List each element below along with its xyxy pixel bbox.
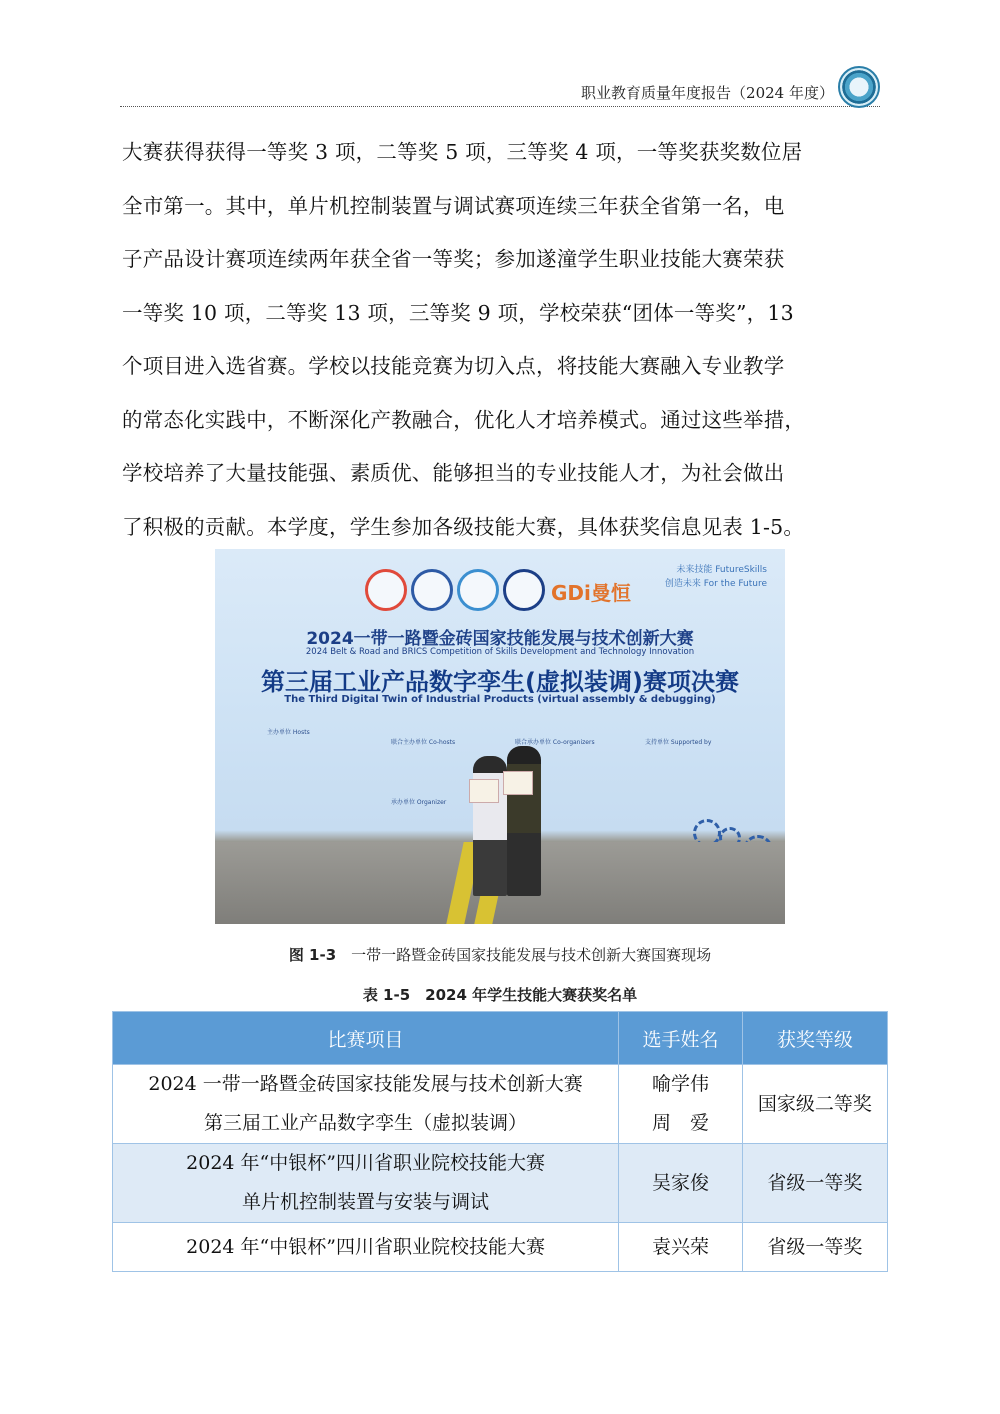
header-title: 职业教育质量年度报告（2024 年度） (581, 84, 834, 102)
student-figure (507, 746, 541, 896)
gdi-logo: GDi曼恒 (551, 581, 631, 605)
name-cell: 喻学伟 周 爱 (619, 1065, 743, 1144)
body-line: 学校培养了大量技能强、素质优、能够担当的专业技能人才，为社会做出 (122, 461, 785, 485)
table-label: 表 1-5 (362, 986, 411, 1004)
body-line: 全市第一。其中，单片机控制装置与调试赛项连续三年获全省第一名，电 (122, 193, 785, 218)
project-cell: 2024 一带一路暨金砖国家技能发展与技术创新大赛 第三届工业产品数字孪生（虚拟装调） (113, 1065, 619, 1144)
column-header: 选手姓名 (619, 1012, 743, 1065)
supported-label: 支持单位 Supported by (645, 739, 712, 746)
body-line: 子产品设计赛项连续两年获全省一等奖；参加遂潼学生职业技能大赛荣获 (122, 247, 785, 271)
level-cell: 国家级二等奖 (742, 1065, 887, 1144)
body-line: 一等奖 10 项，二等奖 13 项，三等奖 9 项，学校荣获“团体一等奖”，13 (122, 300, 794, 325)
banner-main-subtitle: The Third Digital Twin of Industrial Products (virtual assembly & debugging) (284, 694, 716, 705)
hosts-label: 主办单位 Hosts (267, 729, 310, 736)
column-header: 比赛项目 (113, 1012, 619, 1065)
project-cell: 2024 年“中银杯”四川省职业院校技能大赛 (113, 1223, 619, 1272)
page-header (120, 78, 880, 107)
cohosts-label: 联合主办单位 Co-hosts (391, 739, 456, 746)
certificate (503, 771, 533, 795)
certificate (469, 779, 499, 803)
competition-photo (215, 549, 785, 924)
awards-table (112, 1011, 888, 1272)
name-cell: 袁兴荣 (619, 1223, 743, 1272)
figure-label: 图 1-3 (288, 946, 337, 964)
banner-subtitle: 2024 Belt & Road and BRICS Competition of Skills Development and Technology Innovation (305, 647, 695, 657)
exchange-logo-icon (457, 569, 499, 611)
banner-title: 2024一带一路暨金砖国家技能发展与技术创新大赛 (306, 629, 694, 649)
table-row (113, 1223, 888, 1272)
body-paragraph (122, 126, 878, 554)
body-line: 大赛获得获得一等奖 3 项，二等奖 5 项，三等奖 4 项，一等奖获奖数位居 (122, 140, 803, 164)
table-row (113, 1144, 888, 1223)
college-logo-icon (503, 569, 545, 611)
name-cell: 吴家俊 (619, 1144, 743, 1223)
column-header: 获奖等级 (742, 1012, 887, 1065)
sponsor-logos (365, 569, 635, 613)
level-cell: 省级一等奖 (742, 1223, 887, 1272)
school-logo-icon (838, 66, 880, 108)
inventions-logo-icon (411, 569, 453, 611)
organizer-label: 承办单位 Organizer (391, 799, 447, 806)
figure-caption-text: 一带一路暨金砖国家技能发展与技术创新大赛国赛现场 (351, 946, 712, 964)
future-skills-slogan: 未来技能 FutureSkills 创造未来 For the Future (664, 565, 767, 589)
banner-main-title: 第三届工业产品数字孪生(虚拟装调)赛项决赛 (261, 668, 739, 696)
body-line: 个项目进入选省赛。学校以技能竞赛为切入点，将技能大赛融入专业教学 (122, 354, 785, 378)
student-figure (473, 756, 507, 896)
level-cell: 省级一等奖 (742, 1144, 887, 1223)
table-header-row (113, 1012, 888, 1065)
figure-caption (0, 944, 1000, 965)
brics-logo-icon (365, 569, 407, 611)
body-line: 的常态化实践中，不断深化产教融合，优化人才培养模式。通过这些举措， (122, 407, 806, 432)
coorganizers-label: 联合承办单位 Co-organizers (515, 739, 595, 746)
body-line: 了积极的贡献。本学度，学生参加各级技能大赛，具体获奖信息见表 1-5。 (122, 514, 805, 539)
table-caption (0, 984, 1000, 1005)
table-row (113, 1065, 888, 1144)
table-caption-text: 2024 年学生技能大赛获奖名单 (425, 986, 638, 1004)
project-cell: 2024 年“中银杯”四川省职业院校技能大赛 单片机控制装置与安装与调试 (113, 1144, 619, 1223)
